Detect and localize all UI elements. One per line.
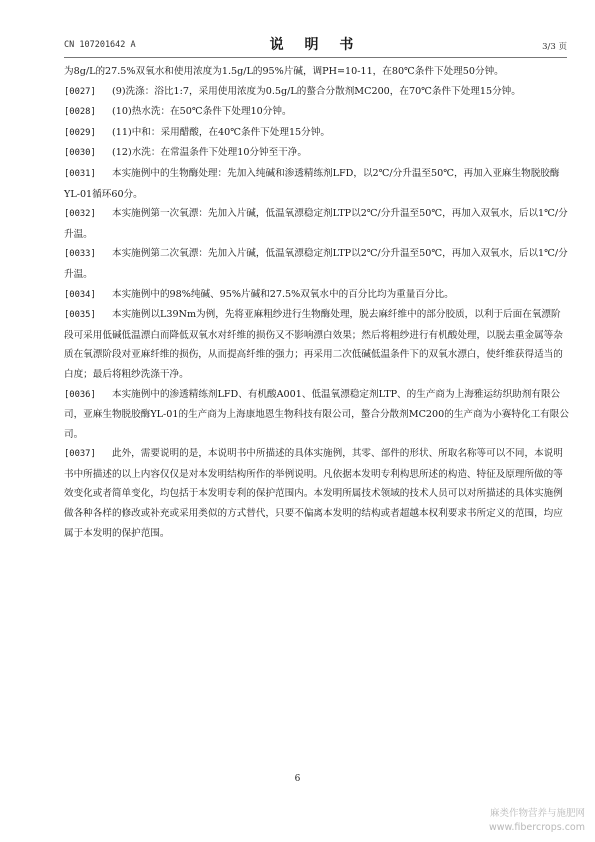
paragraph-text: 为8g/L的27.5%双氧水和使用浓度为1.5g/L的95%片碱，调PH=10-11，在80℃条件下处理50分钟。 (64, 66, 504, 77)
paragraph-text: (10)热水洗：在50℃条件下处理10分钟。 (112, 106, 292, 118)
paragraph-text: 本实施例以L39Nm为例，先将亚麻粗纱进行生物酶处理，脱去麻纤维中的部分胶质，以利于后面在氧漂阶段可采用低碱低温漂白而降低双氧水对纤维的损伤又不影响漂白效果；然后将粗纱进行有机酸处理，以脱去重金属等杂质在氧漂阶段对亚麻纤维的损伤，从而提高纤维的强力；再采用二次低碱低温条件下的双氧水漂白，使纤维获得适当的白度；最后将粗纱洗涤干净。 (64, 309, 563, 380)
page-header (64, 34, 567, 56)
page-indicator: 3/3 页 (542, 42, 567, 52)
paragraph-text: 本实施例第二次氧漂：先加入片碱，低温氧漂稳定剂LTP以2℃/分升温至50℃，再加入双氧水，后以1℃/分升温。 (64, 248, 568, 280)
paragraph-number: [0037] (64, 449, 96, 460)
document-number: CN 107201642 A (64, 40, 136, 50)
paragraph (64, 164, 570, 204)
paragraph-number: [0032] (64, 209, 96, 220)
paragraph (64, 82, 570, 103)
paragraph-number: [0033] (64, 249, 96, 260)
paragraph (64, 385, 570, 445)
paragraph-text: 此外，需要说明的是，本说明书中所描述的具体实施例，其零、部件的形状、所取名称等可以不同，本说明书中所描述的以上内容仅仅是对本发明结构所作的举例说明。凡依据本发明专利构思所述的构造、特征及原理所做的等效变化或者简单变化，均包括于本发明专利的保护范围内。本发明所属技术领域的技术人员可以对所描述的具体实施例做各种各样的修改或补充或采用类似的方式替代，只要不偏离本发明的结构或者超越本权利要求书所定义的范围，均应属于本发明的保护范围。 (64, 448, 563, 539)
paragraph-text: 本实施例中的生物酶处理：先加入纯碱和渗透精练剂LFD，以2℃/分升温至50℃，再加入亚麻生物脱胶酶YL-01循环60分。 (64, 167, 560, 200)
page-title: 说 明 书 (269, 37, 362, 53)
paragraph-text: (9)洗涤：浴比1:7，采用使用浓度为0.5g/L的螯合分散剂MC200，在70℃条件下处理15分钟。 (112, 85, 521, 97)
paragraph-number: [0034] (64, 289, 96, 300)
paragraph-number: [0036] (64, 389, 96, 400)
paragraph (64, 444, 570, 543)
page-number: 6 (294, 774, 301, 784)
paragraph-number: [0029] (64, 127, 96, 138)
paragraph (64, 285, 570, 306)
paragraph-text: 本实施例中的98%纯碱、95%片碱和27.5%双氧水中的百分比均为重量百分比。 (112, 288, 454, 300)
watermark-site-name: 麻类作物营养与施肥网 (489, 808, 585, 819)
paragraph-text: 本实施例中的渗透精练剂LFD、有机酸A001、低温氧漂稳定剂LTP、的生产商为上海雅运纺织助剂有限公司，亚麻生物脱胶酶YL-01的生产商为上海康地恩生物科技有限公司，螯合分散剂MC200的生产商为小赛特化工有限公司。 (64, 388, 569, 440)
paragraph-number: [0035] (64, 310, 96, 321)
paragraph (64, 143, 570, 164)
paragraph (64, 204, 570, 244)
document-body (64, 62, 570, 543)
paragraph-continued (64, 62, 570, 82)
watermark (489, 807, 585, 835)
paragraph-number: [0031] (64, 168, 96, 179)
header-divider (64, 57, 567, 58)
paragraph-number: [0028] (64, 107, 96, 118)
paragraph-text: (12)水洗：在常温条件下处理10分钟至干净。 (112, 147, 307, 159)
paragraph-text: (11)中和：采用醋酸，在40℃条件下处理15分钟。 (112, 126, 330, 138)
paragraph (64, 123, 570, 144)
paragraph (64, 305, 570, 384)
paragraph-number: [0030] (64, 148, 96, 159)
watermark-url: www.fibercrops.com (488, 822, 585, 833)
paragraph-number: [0027] (64, 86, 96, 97)
paragraph-text: 本实施例第一次氧漂：先加入片碱，低温氧漂稳定剂LTP以2℃/分升温至50℃，再加入双氧水，后以1℃/分升温。 (64, 208, 568, 240)
paragraph (64, 244, 570, 284)
paragraph (64, 102, 570, 123)
